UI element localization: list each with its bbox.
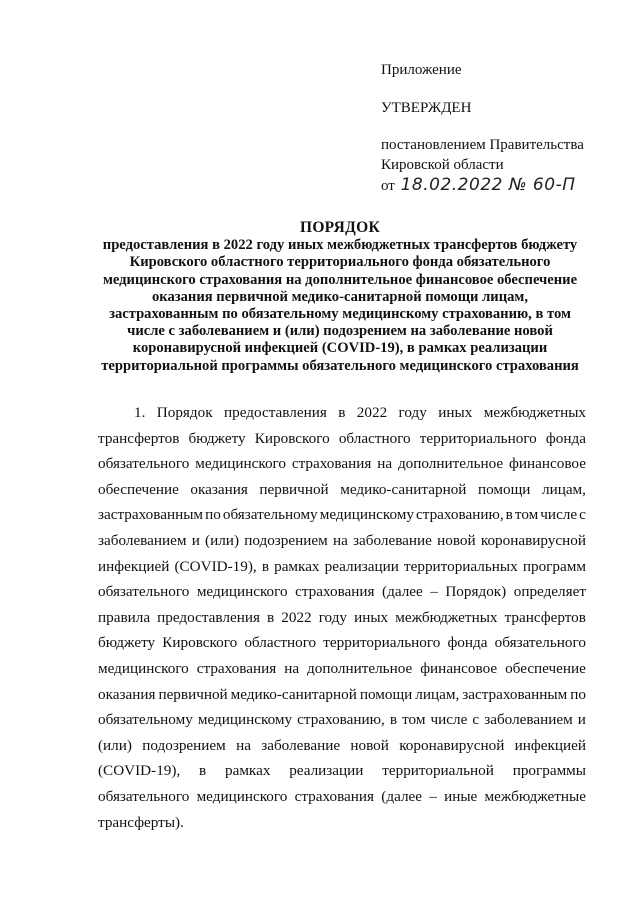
date-prefix: от	[381, 178, 395, 194]
title-line: медицинского страхования на дополнительное финансовое обеспечение	[102, 271, 578, 288]
word: застрахованным	[98, 506, 204, 524]
paragraph-line	[98, 528, 586, 554]
word: (COVID-19),	[174, 557, 257, 575]
paragraph-line	[98, 605, 586, 631]
word: межбюджетных	[483, 404, 586, 421]
word: медицинского	[196, 583, 288, 601]
word: по	[205, 506, 221, 524]
word: в	[389, 711, 398, 729]
word: первичной	[158, 685, 228, 703]
word: с	[472, 711, 480, 729]
title-line: числе с заболеванием и (или) подозрением на заболевание новой	[127, 323, 553, 340]
word: медицинскому	[197, 711, 293, 729]
word: числе	[540, 506, 578, 524]
word: обеспечение	[98, 480, 179, 498]
word: лицам,	[415, 685, 460, 703]
paragraph-line	[98, 400, 586, 426]
word: медико-санитарной	[230, 685, 357, 703]
word: Порядок)	[445, 583, 507, 601]
word: 1.	[134, 404, 146, 421]
word: новой	[350, 736, 389, 754]
word: предоставления	[224, 404, 327, 421]
word: трансферты).	[98, 813, 184, 831]
word: программ	[522, 557, 586, 575]
paragraph-line	[98, 502, 586, 528]
word: Кировского	[254, 429, 330, 447]
paragraph-line	[98, 630, 586, 656]
word: страхования	[196, 659, 277, 677]
word: иных	[438, 404, 473, 421]
word: обязательного	[494, 634, 586, 652]
word: медико-санитарной	[340, 480, 467, 498]
word: (COVID-19),	[98, 762, 181, 780]
word: фонда	[545, 429, 586, 447]
word: областного	[338, 429, 411, 447]
paragraph-line	[98, 579, 586, 605]
word: оказания	[190, 480, 248, 498]
word: 2022	[356, 404, 388, 421]
word: году	[398, 404, 427, 421]
word: обязательному	[222, 506, 318, 524]
word: инфекцией	[514, 736, 586, 754]
decree-line-2: Кировской области	[381, 157, 504, 173]
word: первичной	[259, 480, 329, 498]
word: медицинского	[196, 787, 288, 805]
word: Порядок	[156, 404, 213, 421]
word: иные	[444, 787, 478, 805]
word: реализации	[324, 557, 399, 575]
word: дополнительное	[397, 455, 504, 473]
word: году	[318, 608, 348, 626]
word: территориальной	[382, 762, 494, 780]
title-line: территориальной программы обязательного медицинского страхования	[101, 357, 579, 374]
word: межбюджетных	[395, 608, 498, 626]
word: помощи	[359, 685, 413, 703]
decree-date-line	[381, 175, 575, 196]
word: –	[429, 787, 437, 805]
word: финансовое	[509, 455, 586, 473]
word: подозрением	[142, 736, 226, 754]
word: рамках	[274, 557, 320, 575]
approved-label: УТВЕРЖДЕН	[381, 100, 472, 116]
word: числе	[430, 711, 468, 729]
word: обязательного	[98, 787, 190, 805]
title-line: застрахованным по обязательному медицинскому страхованию, в том	[109, 306, 571, 323]
handwritten-date-number: 18.02.2022 № 60-П	[400, 175, 576, 195]
word: медицинскому	[319, 506, 414, 524]
word: медицинского	[98, 659, 189, 677]
word: на	[332, 531, 348, 549]
word: подозрением	[244, 531, 328, 549]
word: (или)	[98, 736, 132, 754]
word: трансфертов	[504, 608, 586, 626]
word: коронавирусной	[399, 736, 505, 754]
word: страхования	[295, 583, 375, 601]
word: инфекцией	[98, 557, 170, 575]
paragraph-line	[98, 477, 586, 503]
word: новой	[437, 531, 476, 549]
appendix-label: Приложение	[381, 62, 462, 78]
paragraph-line	[98, 733, 586, 759]
word: (далее	[381, 787, 423, 805]
paragraph-line	[98, 707, 586, 733]
title-line: предоставления в 2022 году иных межбюджетных трансфертов бюджету	[102, 237, 578, 254]
word: территориальных	[403, 557, 518, 575]
word: страхованию,	[416, 506, 504, 524]
word: застрахованным	[462, 685, 568, 703]
word: страхованию,	[297, 711, 385, 729]
word: в	[199, 762, 207, 780]
document-title	[70, 219, 610, 375]
word: (далее	[382, 583, 423, 601]
word: бюджету	[98, 634, 156, 652]
word: оказания	[98, 685, 156, 703]
word: трансфертов	[98, 429, 180, 447]
word: обязательного	[98, 583, 190, 601]
title-line: коронавирусной инфекцией (COVID-19), в рамках реализации	[132, 340, 548, 357]
word: определяет	[513, 583, 586, 601]
word: правила	[98, 608, 151, 626]
paragraph-line	[98, 682, 586, 708]
word: территориального	[419, 429, 537, 447]
word: заболеванием	[484, 711, 573, 729]
word: заболевание	[261, 736, 341, 754]
word: в	[338, 404, 346, 421]
word: заболевание	[353, 531, 432, 549]
word: лицам,	[541, 480, 586, 498]
title-line: оказания первичной медико-санитарной помощи лицам,	[151, 288, 528, 305]
word: обеспечение	[505, 659, 586, 677]
word: программы	[512, 762, 586, 780]
word: областного	[244, 634, 317, 652]
word: территориального	[323, 634, 441, 652]
word: коронавирусной	[480, 531, 586, 549]
word: на	[236, 736, 251, 754]
paragraph-line	[98, 451, 586, 477]
word: бюджету	[188, 429, 246, 447]
paragraph-line	[98, 784, 586, 810]
word: 2022	[281, 608, 312, 626]
word: страхования	[291, 455, 372, 473]
word: медицинского	[195, 455, 286, 473]
decree-line-1: постановлением Правительства	[381, 137, 584, 153]
title-line: Кировского областного территориального фонда обязательного	[129, 254, 551, 271]
word: дополнительное	[307, 659, 413, 677]
word: с	[579, 506, 586, 524]
paragraph-1	[98, 400, 586, 835]
word: иных	[354, 608, 389, 626]
word: рамках	[224, 762, 271, 780]
word: Кировского	[162, 634, 238, 652]
paragraph-line	[98, 554, 586, 580]
word: и	[191, 531, 200, 549]
title-heading: ПОРЯДОК	[299, 219, 381, 236]
word: финансовое	[420, 659, 498, 677]
word: обязательному	[98, 711, 193, 729]
word: фонда	[447, 634, 488, 652]
word: –	[430, 583, 438, 601]
word: обязательного	[98, 455, 190, 473]
word: на	[377, 455, 393, 473]
word: в	[267, 608, 275, 626]
word: на	[284, 659, 300, 677]
word: том	[514, 506, 539, 524]
word: и	[577, 711, 586, 729]
word: предоставления	[157, 608, 260, 626]
paragraph-line	[98, 426, 586, 452]
paragraph-line	[98, 656, 586, 682]
word: (или)	[205, 531, 239, 549]
word: в	[261, 557, 269, 575]
word: том	[402, 711, 426, 729]
word: межбюджетные	[484, 787, 586, 805]
word: помощи	[477, 480, 531, 498]
paragraph-line	[98, 810, 586, 836]
word: реализации	[289, 762, 364, 780]
word: заболеванием	[98, 531, 187, 549]
word: в	[505, 506, 513, 524]
word: по	[570, 685, 586, 703]
word: страхования	[294, 787, 375, 805]
paragraph-line	[98, 758, 586, 784]
